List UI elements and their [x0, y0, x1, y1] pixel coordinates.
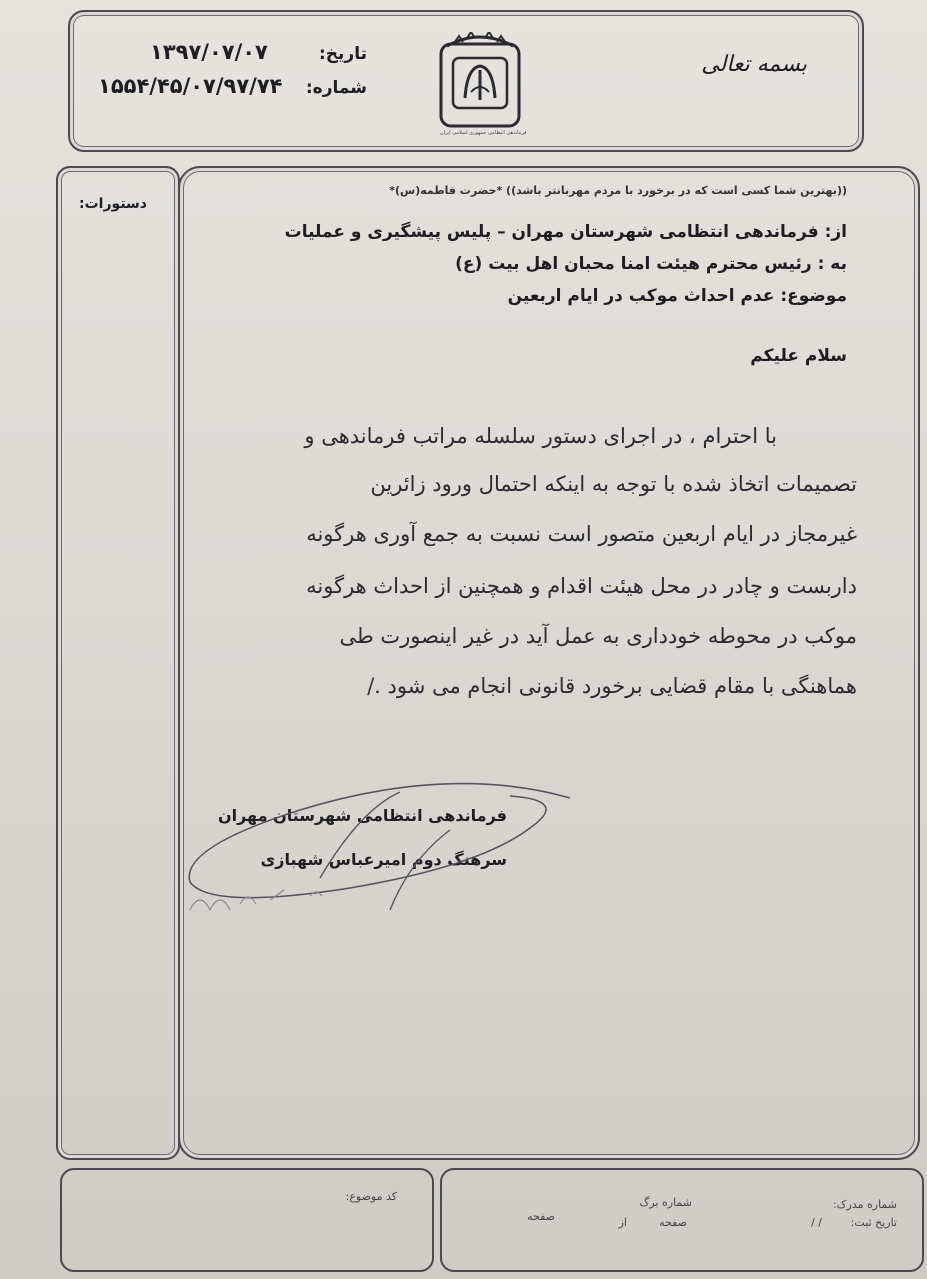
subject-code-label: کد موضوع:	[345, 1190, 397, 1203]
footer-subject-box	[60, 1168, 434, 1272]
hadith-quote: ((بهترین شما کسی است که در برخورد با مردم مهربانتر باشد)) *حضرت فاطمه(س)*	[389, 184, 847, 197]
signature-name: سرهنگ دوم امیرعباس شهبازی	[260, 850, 507, 869]
subject-line: موضوع: عدم احداث موکب در ایام اربعین	[507, 286, 847, 306]
reg-date-value: / /	[811, 1216, 822, 1229]
body-line-5: موکب در محوطه خودداری به عمل آید در غیر اینصورت طی	[339, 624, 857, 648]
date-label: تاریخ:	[319, 44, 367, 64]
body-line-6: هماهنگی با مقام قضایی برخورد قانونی انجام می شود ./	[367, 674, 857, 698]
orders-column	[56, 166, 180, 1160]
number-value: ۱۵۵۴/۴۵/۰۷/۹۷/۷۴	[98, 74, 283, 98]
doc-number-label: شماره مدرک:	[832, 1198, 897, 1211]
of-label: از	[618, 1216, 627, 1229]
emblem-caption: فرماندهی انتظامی جمهوری اسلامی ایران	[440, 130, 527, 136]
reg-date-label: تاریخ ثبت:	[850, 1216, 897, 1229]
body-line-4: داربست و چادر در محل هیئت اقدام و همچنین از احداث هرگونه	[306, 574, 857, 598]
page-label-2: صفحه	[527, 1210, 555, 1223]
sheet-number-label: شماره برگ	[639, 1196, 692, 1209]
to-line: به : رئیس محترم هیئت امنا محبان اهل بیت (ع)	[455, 254, 847, 274]
signature-title: فرماندهی انتظامی شهرستان مهران	[217, 806, 507, 825]
body-line-1: با احترام ، در اجرای دستور سلسله مراتب فرماندهی و	[304, 424, 777, 448]
number-label: شماره:	[305, 78, 367, 98]
date-value: ۱۳۹۷/۰۷/۰۷	[150, 40, 268, 64]
police-emblem-icon	[437, 32, 523, 134]
bismillah: بسمه تعالی	[701, 52, 807, 77]
handwritten-signature-icon	[150, 770, 600, 930]
orders-label: دستورات:	[79, 196, 147, 212]
body-line-2: تصمیمات اتخاذ شده با توجه به اینکه احتمال ورود زائرین	[370, 472, 857, 496]
from-line: از: فرماندهی انتظامی شهرستان مهران – پلیس پیشگیری و عملیات	[284, 222, 847, 242]
letter-body-box	[178, 166, 920, 1160]
greeting: سلام علیکم	[750, 346, 847, 366]
page-label: صفحه	[659, 1216, 687, 1229]
body-line-3: غیرمجاز در ایام اربعین متصور است نسبت به جمع آوری هرگونه	[306, 522, 857, 546]
